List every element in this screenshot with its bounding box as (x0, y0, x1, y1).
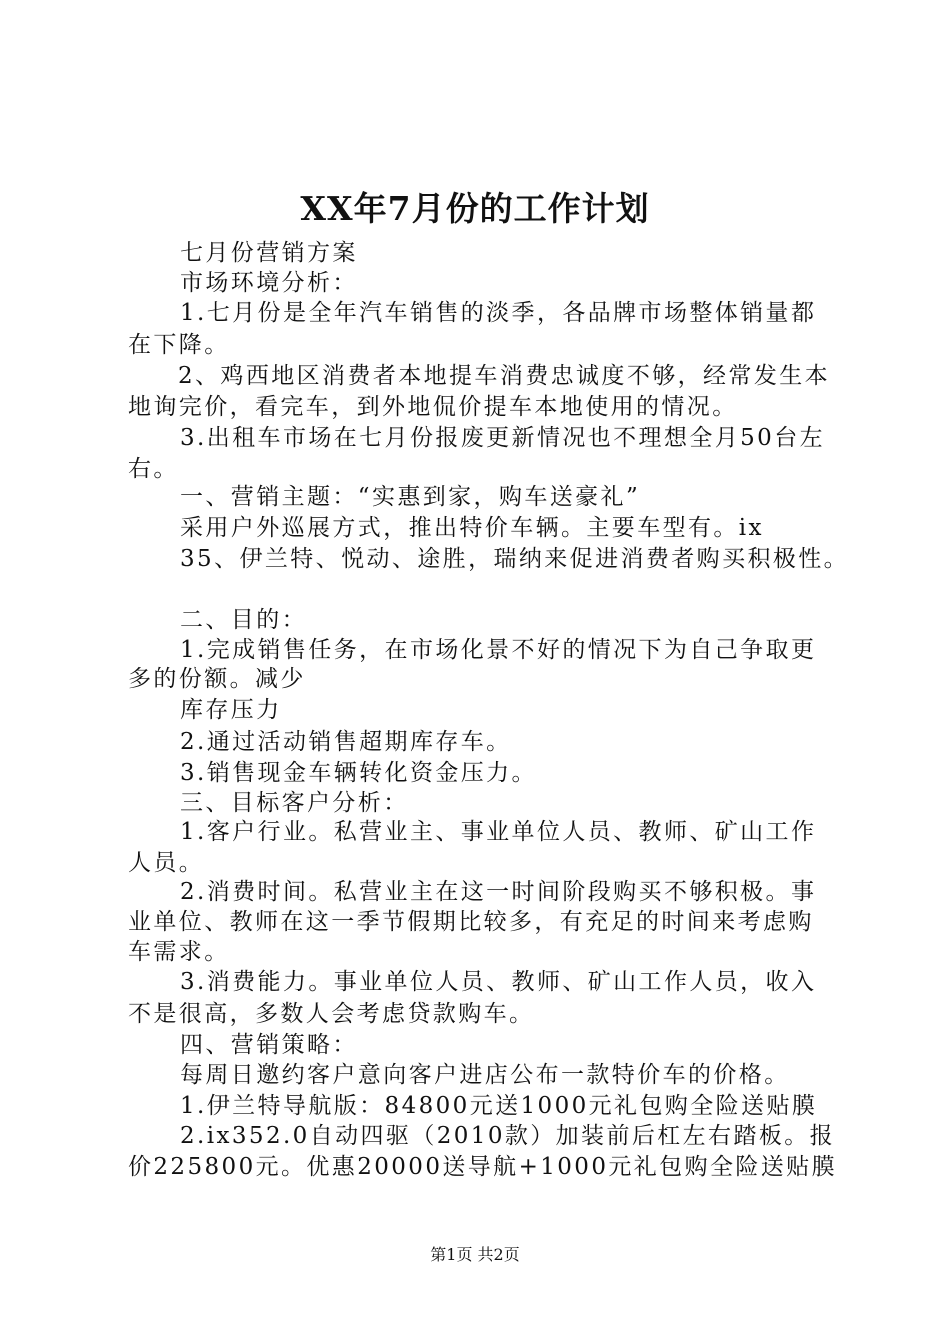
paragraph-line: 3.销售现金车辆转化资金压力。 (180, 760, 537, 786)
paragraph-line: 人员。 (128, 850, 205, 876)
paragraph-line: 1.客户行业。私营业主、事业单位人员、教师、矿山工作 (180, 819, 817, 845)
paragraph-line: 1.七月份是全年汽车销售的淡季，各品牌市场整体销量都 (180, 300, 817, 326)
section-heading: 一、营销主题：“实惠到家，购车送豪礼” (180, 484, 641, 510)
paragraph-line: 库存压力 (180, 697, 282, 723)
paragraph-line: 业单位、教师在这一季节假期比较多，有充足的时间来考虑购 (128, 909, 814, 935)
section-heading: 二、目的： (180, 607, 307, 633)
paragraph-line: 2.ix352.0自动四驱（2010款）加装前后杠左右踏板。报 (180, 1123, 836, 1149)
paragraph-line: 右。 (128, 456, 179, 482)
section-heading: 三、目标客户分析： (180, 790, 409, 816)
paragraph-line: 2.通过活动销售超期库存车。 (180, 729, 512, 755)
paragraph-line: 车需求。 (128, 939, 230, 965)
paragraph-line: 1.完成销售任务，在市场化景不好的情况下为自己争取更 (180, 637, 817, 663)
paragraph-line: 3.出租车市场在七月份报废更新情况也不理想全月50台左 (180, 425, 826, 451)
paragraph-line: 2、鸡西地区消费者本地提车消费忠诚度不够，经常发生本 (178, 363, 831, 389)
paragraph-line: 1.伊兰特导航版：84800元送1000元礼包购全险送贴膜 (180, 1093, 818, 1119)
paragraph-line: 每周日邀约客户意向客户进店公布一款特价车的价格。 (180, 1062, 790, 1088)
document-title: XX年7月份的工作计划 (300, 189, 650, 228)
paragraph-line: 3.消费能力。事业单位人员、教师、矿山工作人员，收入 (180, 969, 817, 995)
paragraph-line: 价225800元。优惠20000送导航+1000元礼包购全险送贴膜 (128, 1154, 837, 1180)
paragraph-line: 多的份额。减少 (128, 666, 306, 692)
page-number: 第1页 共2页 (430, 1245, 520, 1264)
paragraph-line: 35、伊兰特、悦动、途胜，瑞纳来促进消费者购买积极性。 (180, 546, 850, 572)
paragraph-line: 在下降。 (128, 332, 230, 358)
paragraph-line: 2.消费时间。私营业主在这一时间阶段购买不够积极。事 (180, 879, 817, 905)
section-heading: 四、营销策略： (180, 1032, 358, 1058)
paragraph-line: 地询完价，看完车，到外地侃价提车本地使用的情况。 (128, 394, 738, 420)
paragraph-line: 不是很高，多数人会考虑贷款购车。 (128, 1001, 535, 1027)
section-heading: 七月份营销方案 (180, 240, 358, 266)
section-heading: 市场环境分析： (180, 270, 358, 296)
paragraph-line: 采用户外巡展方式，推出特价车辆。主要车型有。ix (180, 515, 764, 541)
